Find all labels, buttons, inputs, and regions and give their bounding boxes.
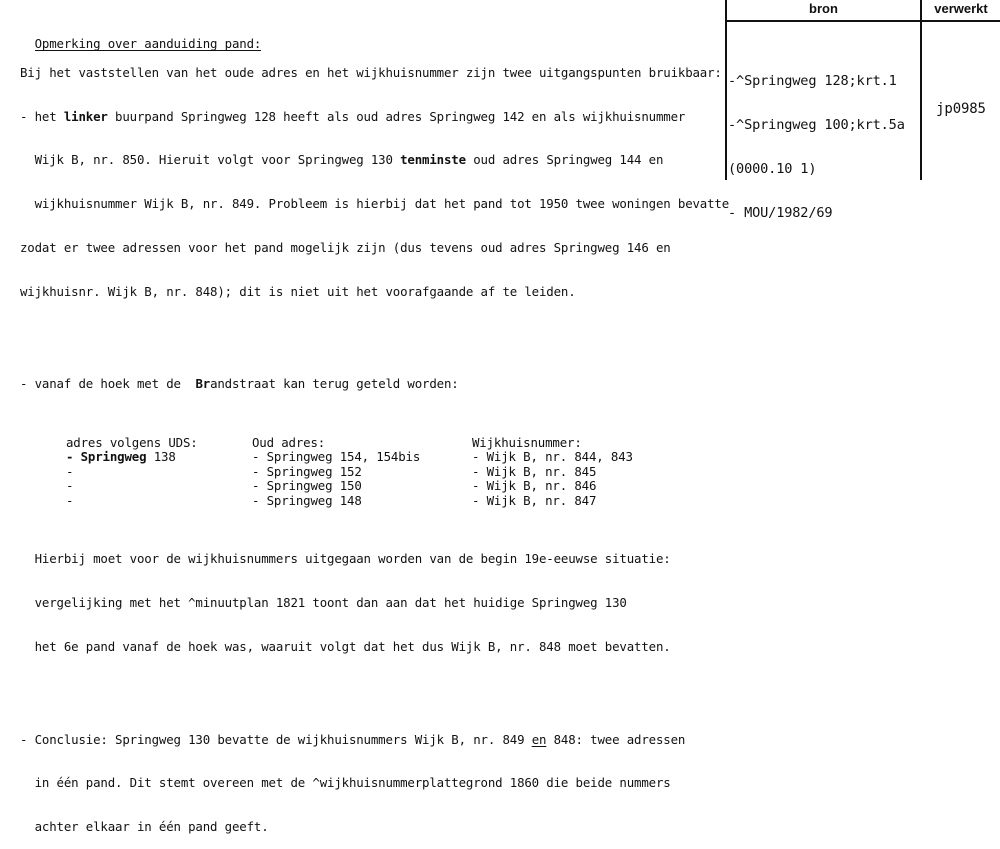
text-run: buurpand Springweg 128 heeft als oud adres Springweg 142 en als wijkhuisnummer [107, 108, 686, 124]
bron-item: -^Springweg 100;krt.5a [728, 116, 905, 133]
table-cell-oud: - Springweg 154, 154bis [252, 449, 421, 465]
bron-item: -^Springweg 128;krt.1 [728, 72, 897, 89]
table-cell-wijk: - Wijk B, nr. 847 [472, 493, 597, 509]
address-table [20, 436, 729, 509]
text-run: - Conclusie: Springweg 130 bevatte de wijkhuisnummers Wijk B, nr. 849 [20, 731, 532, 747]
note-line: zodat er twee adressen voor het pand mogelijk zijn (dus tevens oud adres Springweg 146 en [20, 239, 671, 255]
note-line [20, 110, 729, 125]
text-run: 848: twee adressen [546, 731, 686, 747]
text-run: - [66, 449, 81, 465]
text-run: Wijk B, nr. 850. Hieruit volgt voor Springweg 130 [20, 152, 401, 168]
text-run: andstraat kan terug geteld worden: [210, 376, 459, 392]
table-cell-uds: - [66, 493, 74, 509]
bron-item: (0000.10 1) [728, 160, 817, 177]
table-cell-wijk: - Wijk B, nr. 844, 843 [472, 449, 633, 465]
table-header-wijkhuisnummer: Wijkhuisnummer: [472, 434, 582, 450]
text-run: - het [20, 108, 64, 124]
note-line: wijkhuisnummer Wijk B, nr. 849. Probleem is hierbij dat het pand tot 1950 twee woningen bevatte [20, 196, 730, 212]
verwerkt-code: jp0985 [936, 101, 986, 117]
note-line: wijkhuisnr. Wijk B, nr. 848); dit is niet uit het voorafgaande af te leiden. [20, 283, 576, 299]
note-line: achter elkaar in één pand geeft. [20, 819, 269, 835]
bron-list [728, 44, 923, 236]
table-header-oud-adres: Oud adres: [252, 434, 326, 450]
table-cell-wijk: - Wijk B, nr. 846 [472, 478, 597, 494]
verwerkt-column-header: verwerkt [934, 1, 988, 16]
table-cell-uds: - [66, 463, 74, 479]
table-cell-uds [66, 450, 176, 465]
bold-text: linker [63, 108, 108, 124]
note-line [20, 377, 729, 392]
table-cell-wijk: - Wijk B, nr. 845 [472, 463, 597, 479]
table-header-uds: adres volgens UDS: [66, 434, 198, 450]
paragraph-gap [20, 328, 729, 333]
bold-text: tenminste [400, 152, 466, 168]
text-run: 138 [146, 449, 176, 465]
bron-column-header: bron [809, 1, 838, 16]
note-line: vergelijking met het ^minuutplan 1821 toont dan aan dat het huidige Springweg 130 [20, 595, 627, 611]
note-line: Bij het vaststellen van het oude adres en het wijkhuisnummer zijn twee uitgangspunten bruikbaar: [20, 64, 722, 80]
paragraph-gap [20, 684, 729, 689]
bold-text: Springweg [80, 449, 147, 465]
text-run: oud adres Springweg 144 en [465, 152, 664, 168]
note-title: Opmerking over aanduiding pand: [34, 35, 262, 51]
underlined-text: en [531, 731, 547, 747]
table-cell-oud: - Springweg 150 [252, 478, 362, 494]
note-line: in één pand. Dit stemt overeen met de ^wijkhuisnummerplattegrond 1860 die beide nummers [20, 775, 671, 791]
note-line [20, 733, 729, 748]
table-header-rule [725, 20, 1000, 22]
table-cell-uds: - [66, 478, 74, 494]
table-cell-oud: - Springweg 148 [252, 493, 362, 509]
note-line: het 6e pand vanaf de hoek was, waaruit volgt dat het dus Wijk B, nr. 848 moet bevatten. [20, 638, 671, 654]
bold-text: Br [195, 376, 211, 392]
bron-item: - MOU/1982/69 [728, 205, 833, 222]
table-cell-oud: - Springweg 152 [252, 463, 362, 479]
note-body [20, 22, 729, 849]
text-run: - vanaf de hoek met de [20, 376, 196, 392]
note-line: Hierbij moet voor de wijkhuisnummers uitgegaan worden van de begin 19e-eeuwse situatie: [20, 551, 671, 567]
note-line [20, 153, 729, 168]
